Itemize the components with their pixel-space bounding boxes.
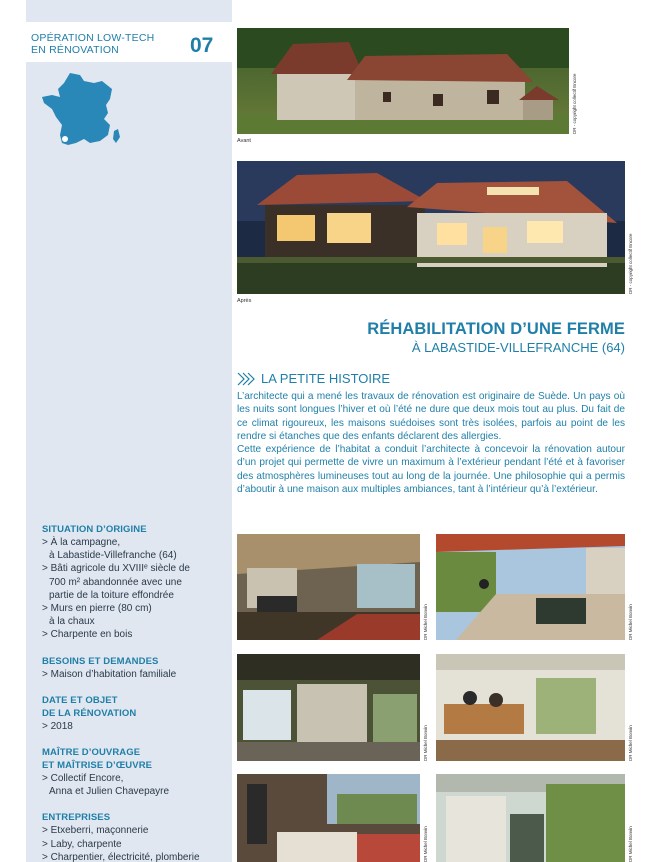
section-title: ENTREPRISES — [42, 812, 111, 824]
section-title: DATE ET OBJET — [42, 694, 118, 706]
section-title: MAÎTRE D’OUVRAGE — [42, 747, 141, 759]
photo-credit: DR Michel Bonvin — [628, 604, 633, 640]
photo-credit: DR Michel Bonvin — [628, 826, 633, 862]
photo-credit: DR Michel Bonvin — [423, 826, 428, 862]
list-item: Anna et Julien Chavepayre — [49, 786, 170, 798]
operation-label-line2: EN RÉNOVATION — [31, 44, 119, 56]
photo-credit: DR - copyright collectif Encore — [628, 233, 633, 294]
list-item: à Labastide-Villefranche (64) — [49, 550, 177, 562]
list-item: > Bâti agricole du XVIIIᵉ siècle de — [42, 563, 190, 575]
photo-caption: Avant — [237, 138, 251, 144]
operation-label — [31, 32, 154, 56]
list-item: > Etxeberri, maçonnerie — [42, 825, 149, 837]
list-item: > À la campagne, — [42, 537, 121, 548]
list-item: > 2018 — [42, 720, 73, 732]
photo-credit: DR Michel Bonvin — [628, 725, 633, 761]
interior-photo-veranda — [436, 774, 625, 862]
interior-photo-terrace — [436, 534, 625, 640]
photo-credit: DR - copyright collectif Encore — [572, 73, 577, 134]
operation-header — [26, 22, 232, 62]
section-title: BESOINS ET DEMANDES — [42, 655, 159, 667]
article-body — [237, 390, 625, 496]
section-besoins — [42, 655, 228, 681]
section-situation — [42, 523, 228, 642]
section-items — [42, 720, 228, 733]
france-map-icon — [40, 69, 122, 151]
list-item: 700 m² abandonnée avec une — [49, 576, 182, 588]
before-photo — [237, 28, 569, 134]
list-item: > Maison d’habitation familiale — [42, 668, 177, 680]
section-items — [42, 536, 228, 642]
section-title: SITUATION D’ORIGINE — [42, 524, 147, 535]
double-chevron-icon — [237, 372, 257, 386]
list-item: > Murs en pierre (80 cm) — [42, 603, 152, 615]
sidebar — [26, 0, 232, 862]
list-item: partie de la toiture effondrée — [49, 589, 174, 601]
section-title: DE LA RÉNOVATION — [42, 707, 137, 719]
list-item: > Collectif Encore, — [42, 773, 124, 785]
photo-credit: DR Michel Bonvin — [423, 604, 428, 640]
interior-photo-living — [237, 534, 420, 640]
section-date — [42, 694, 228, 733]
section-items — [42, 668, 228, 681]
interior-photo-greenhouse — [237, 654, 420, 761]
paragraph: Cette expérience de l’habitat a conduit l’architecte à concevoir la rénovation autour d’un projet qui permette de vivre un maximum à l’extérieur pendant l’été et à favoriser des atmosphères lumineuses tout au long de la journée. Une philosophie qui a permis d’aboutir à une maison aux multiples ambiances, tant à l’intérieur qu’à l’extérieur. — [237, 444, 625, 496]
section-items — [42, 824, 228, 862]
operation-label-line1: OPÉRATION LOW-TECH — [31, 32, 155, 44]
section-items — [42, 772, 228, 798]
operation-number: 07 — [190, 34, 214, 57]
list-item: > Charpente en bois — [42, 629, 133, 641]
section-entreprises — [42, 811, 228, 862]
photo-credit: DR Michel Bonvin — [423, 725, 428, 761]
after-photo — [237, 161, 625, 294]
paragraph: L’architecte qui a mené les travaux de rénovation est originaire de Suède. Un pays où les nuits sont longues l’hiver et où l’été ne dure que deux mois tout au plus. Du fait de ce climat rigoureux, les maisons suédoises sont très isolées, parfois au point de les rendre si étanches que des enfants déclarent des allergies. — [237, 391, 625, 442]
section-heading-label: LA PETITE HISTOIRE — [261, 371, 391, 386]
list-item: > Charpentier, électricité, plomberie — [42, 851, 200, 862]
project-info — [42, 523, 228, 862]
interior-photo-dining — [436, 654, 625, 761]
article-title: RÉHABILITATION D’UNE FERME — [367, 320, 625, 338]
list-item: à la chaux — [49, 616, 95, 628]
section-maitrise — [42, 746, 228, 798]
section-heading — [237, 371, 390, 386]
list-item: > Laby, charpente — [42, 838, 122, 850]
article-subtitle: À LABASTIDE-VILLEFRANCHE (64) — [411, 340, 625, 355]
photo-caption: Après — [237, 298, 252, 304]
section-title: ET MAÎTRISE D’ŒUVRE — [42, 760, 153, 772]
interior-photo-bathroom — [237, 774, 420, 862]
